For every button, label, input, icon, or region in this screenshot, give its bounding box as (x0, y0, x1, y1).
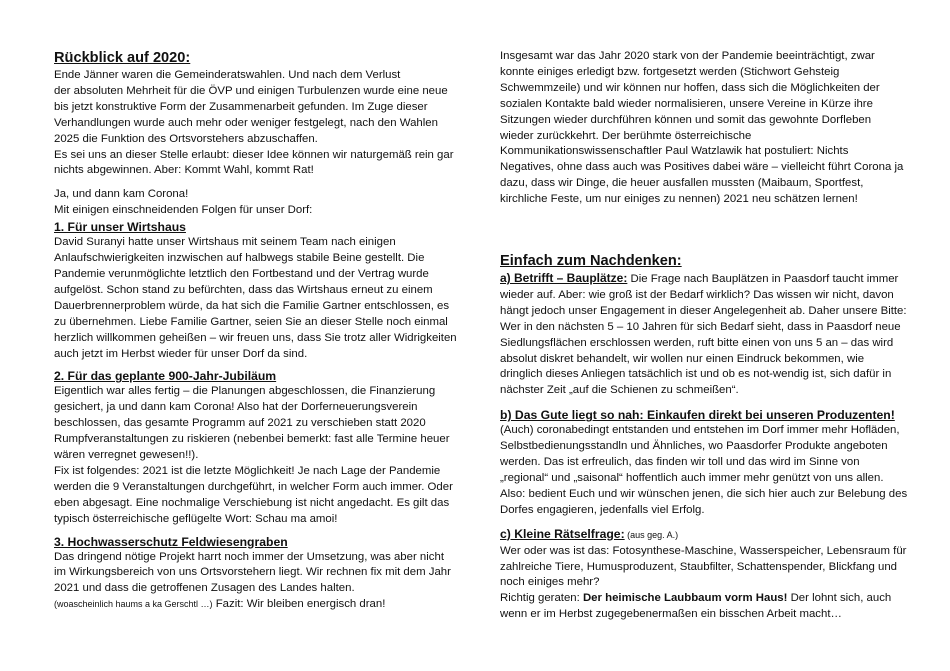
text-line: aufgelöst. Schon stand zu befürchten, dass das Wirtshaus erneut zu einem (54, 283, 433, 296)
text-line: nächster Zeit „auf die Schienen zu schmeißen“. (500, 384, 739, 397)
text-line: typisch österreichische geflügelte Wort: Schau ma amoi! (54, 512, 338, 525)
text-line: (Auch) coronabedingt entstanden und entstehen im Dorf immer mehr Hofläden, (500, 424, 900, 437)
answer-suffix: Der lohnt sich, auch (787, 592, 892, 605)
source-note: (aus geg. A.) (624, 529, 679, 540)
paragraph-wirtshaus (54, 235, 474, 362)
text-line: Kommunikationswissenschaftler Paul Watzlawik hat postuliert: Nichts (500, 145, 849, 158)
text-line: kirchliche Feste, um nur einiges zu nennen) 2021 neu schätzen lernen! (500, 193, 858, 206)
text-line: Rumpfveranstaltungen zu riskieren (nebenbei bemerkt: fast alle Termine heuer (54, 433, 450, 446)
text-line: Dorfes engagieren, jedenfalls viel Erfolg. (500, 503, 705, 516)
heading-hochwasserschutz: 3. Hochwasserschutz Feldwiesengraben (54, 534, 288, 549)
text-line-fazit (54, 597, 474, 613)
summary-paragraph (500, 49, 936, 208)
text-line-bauplaetze-first (500, 271, 936, 288)
text-line: nichts abgewinnen. Aber: Kommt Wahl, kommt Rat! (54, 164, 314, 177)
text-line: wenn er im Herbst zugegebenermaßen ein bisschen Arbeit macht… (500, 608, 842, 621)
heading-bauplaetze: a) Betrifft – Bauplätze: (500, 271, 628, 285)
text-line: 2025 die Funktion des Ortsvorstehers abzuschaffen. (54, 132, 318, 145)
text-line: im Wirkungsbereich von uns Ortsvorstehern liegt. Wir rechnen fix mit dem Jahr (54, 566, 451, 579)
intro-paragraph (54, 68, 474, 179)
text-line: Siedlungsflächen erschlossen werden, ruft bitte einen von uns 5 an – das wird (500, 336, 894, 349)
text-line: wieder zurückkehrt. Der berühmte österreichische (500, 129, 752, 142)
text-line: Verhandlungen wurde auch mehr oder weniger festgelegt, nach den Wahlen (54, 116, 438, 129)
paragraph-bauplaetze (500, 271, 936, 399)
text-line: konnte einiges erledigt bzw. fortgesetzt werden (Stichwort Gehsteig (500, 65, 840, 78)
text-line: Schwemmzeile) und wir können nur hoffen, dass sich die Möglichkeiten der (500, 81, 880, 94)
text-line: Wer in den nächsten 5 – 10 Jahren für sich Bedarf sieht, dass in Paasdorf neue (500, 320, 901, 333)
text-line: noch einiges mehr? (500, 576, 600, 589)
text-line: absolut diskret behandelt, wir wollen nur einen Eindruck bekommen, wie (500, 352, 865, 365)
answer-line (500, 591, 936, 607)
text-line: der absoluten Mehrheit für die ÖVP und einigen Turbulenzen wurde eine neue (54, 84, 448, 97)
text-line: Fix ist folgendes: 2021 ist die letzte Möglichkeit! Je nach Lage der Pandemie (54, 464, 441, 477)
text-line: David Suranyi hatte unser Wirtshaus mit seinem Team nach einigen (54, 236, 396, 249)
text-line: Insgesamt war das Jahr 2020 stark von der Pandemie beeinträchtigt, zwar (500, 50, 875, 62)
text-line: Anlaufschwierigkeiten inzwischen auf halbwegs stabile Beine gestellt. Die (54, 252, 425, 265)
text-line: 2021 und dass die getroffenen Zusagen des Landes halten. (54, 582, 355, 595)
heading-produzenten: b) Das Gute liegt so nah: Einkaufen direkt bei unseren Produzenten! (500, 408, 895, 423)
paragraph-jubilaeum (54, 384, 474, 527)
corona-paragraph (54, 187, 474, 219)
text-line: Pandemie verunmöglichte letztlich den Fortbestand und der Vertrag wurde (54, 267, 429, 280)
text-line: werden die 9 Veranstaltungen durchgeführt, in welcher Form auch immer. Oder (54, 480, 453, 493)
heading-wirtshaus: 1. Für unser Wirtshaus (54, 220, 186, 235)
paragraph-hochwasserschutz (54, 550, 474, 614)
text-line: dazu, dass wir Dinge, die heuer ausfallen mussten (Maibaum, Sportfest, (500, 177, 864, 190)
text-line: zu übernehmen. Liebe Familie Gartner, seien Sie an dieser Stelle noch einmal (54, 315, 448, 328)
text-line: Selbstbedienungsstandln und Ähnliches, wo Paasdorfer Produkte angeboten (500, 440, 888, 453)
text-line: Wer oder was ist das: Fotosynthese-Maschine, Wasserspeicher, Lebensraum für (500, 544, 907, 557)
fazit-text: Fazit: Wir bleiben energisch dran! (212, 598, 386, 611)
answer-bold: Der heimische Laubbaum vorm Haus! (582, 592, 788, 605)
paragraph-produzenten (500, 423, 936, 518)
answer-prefix: Richtig geraten: (500, 592, 583, 605)
text-line: werden. Das ist erfreulich, das finden wir toll und das wird im Sinne von (500, 456, 860, 469)
text-line: eben abgesagt. Eine nochmalige Verschiebung ist nicht angedacht. Es gilt das (54, 496, 450, 509)
text-line: Es sei uns an dieser Stelle erlaubt: dieser Idee können wir naturgemäß rein gar (54, 148, 454, 161)
heading-raetselfrage: c) Kleine Rätselfrage: (500, 526, 625, 541)
heading-jubilaeum: 2. Für das geplante 900-Jahr-Jubiläum (54, 369, 277, 384)
right-column (500, 49, 936, 208)
text-line: beschlossen, das gesamte Programm auf 2021 zu verschieben statt 2020 (54, 417, 426, 430)
text-fragment: Die Frage nach Bauplätzen in Paasdorf taucht immer (627, 273, 899, 285)
heading-raetselfrage-line (500, 527, 936, 544)
text-line: sozialen Kontakte bald wieder normalisieren, unsere Vereine in Kürze ihre (500, 97, 873, 110)
text-line: hängt jedoch unser Engagement in dieser Angelegenheit ab. Daher unsere Bitte: (500, 304, 907, 317)
text-line: Sitzungen wieder durchführen können und somit das gewohnte Dorfleben (500, 113, 872, 126)
paragraph-raetselfrage (500, 544, 936, 624)
section-title-nachdenken: Einfach zum Nachdenken: (500, 253, 682, 269)
text-line: wären verregnet gewesen!!). (54, 449, 199, 462)
text-line: wieder auf. Aber: wie groß ist der Bedarf wirklich? Das wissen wir nicht, davon (500, 288, 894, 301)
text-line: Mit einigen einschneidenden Folgen für unser Dorf: (54, 204, 313, 217)
text-line: „regional“ und „saisonal“ hoffentlich auch immer mehr genützt von uns allen. (500, 471, 884, 484)
right-column-lower (500, 252, 936, 623)
text-line: Negatives, ohne dass auch was Positives dabei wäre – vielleicht führt Corona ja (500, 161, 904, 174)
text-line: Also: bedient Euch und wir wünschen jenen, die sich hier auch zur Belebung des (500, 487, 908, 500)
text-line: Eigentlich war alles fertig – die Planungen abgeschlossen, die Finanzierung (54, 385, 436, 398)
text-line: bis jetzt konstruktive Form der Zusammenarbeit gefunden. Im Zuge dieser (54, 100, 428, 113)
text-line: dringlich dieses Anliegen tatsächlich ist und ob es not-wendig ist, sich dafür in (500, 368, 892, 381)
text-line: zahlreiche Tiere, Humusproduzent, Staubfilter, Schattenspender, Blickfang und (500, 560, 898, 573)
text-line: Dauerbrennerproblem würde, da hat sich die Familie Gartner entschlossen, es (54, 299, 450, 312)
text-line: Ende Jänner waren die Gemeinderatswahlen. Und nach dem Verlust (54, 69, 401, 81)
text-line: auch jetzt im Herbst wieder für unser Dorf da sind. (54, 347, 308, 360)
section-title-rueckblick: Rückblick auf 2020: (54, 50, 191, 66)
text-line: Das dringend nötige Projekt harrt noch immer der Umsetzung, was aber nicht (54, 550, 444, 563)
text-line: herzlich willkommen geheißen – wir freuen uns, dass Sie trotz aller Widrigkeiten (54, 331, 457, 344)
left-column (54, 49, 474, 613)
text-line: gesichert, ja und dann kam Corona! Also hat der Dorferneuerungsverein (54, 401, 418, 414)
text-line: Ja, und dann kam Corona! (54, 188, 189, 201)
dialect-remark: (woascheinlich haums a ka Gerschtl …) (54, 599, 213, 610)
